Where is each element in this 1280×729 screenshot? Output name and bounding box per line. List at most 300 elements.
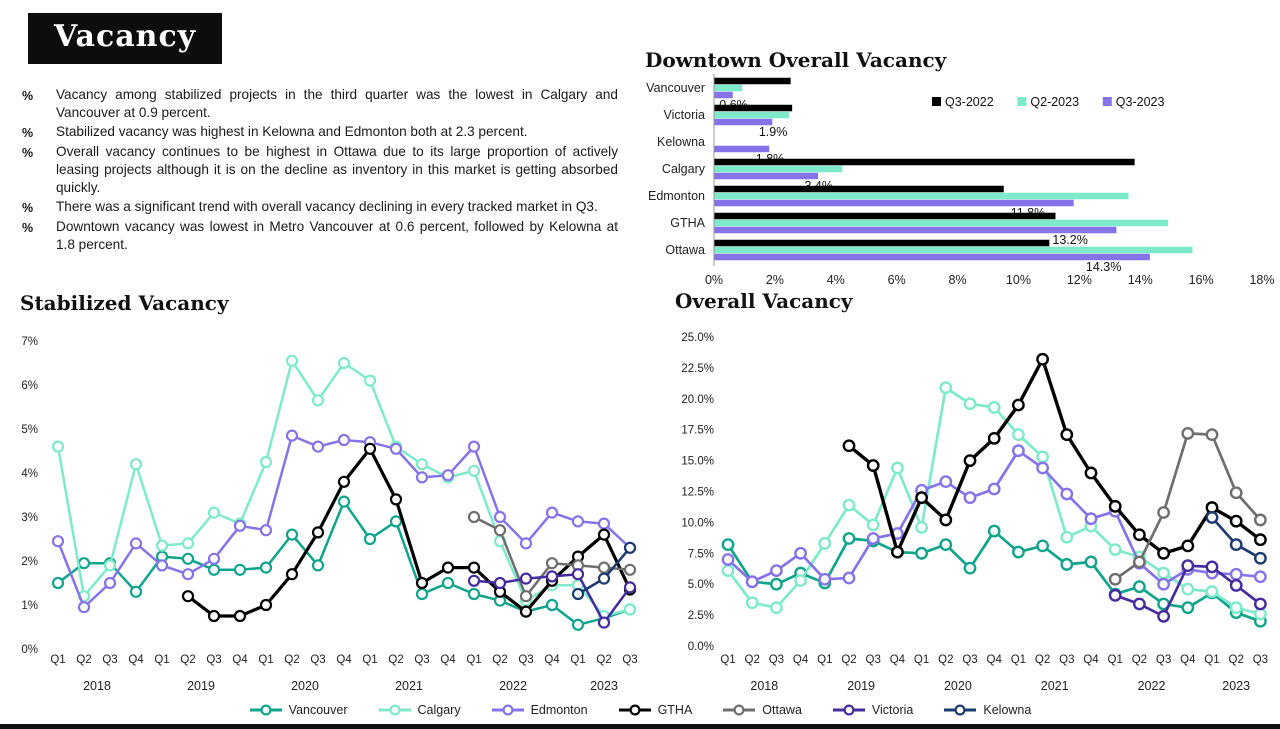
point-ottawa xyxy=(521,591,531,601)
x-axis-tick-label: 12% xyxy=(1066,273,1092,287)
x-axis-quarter-label: Q2 xyxy=(938,654,954,666)
bullet-item xyxy=(22,218,618,254)
point-gtha xyxy=(339,477,349,487)
point-ottawa xyxy=(1255,515,1265,525)
y-axis-tick-label: 10.0% xyxy=(681,517,714,530)
x-axis-quarter-label: Q4 xyxy=(1180,654,1196,666)
point-calgary xyxy=(1110,544,1120,554)
point-gtha xyxy=(1037,354,1047,364)
point-ottawa xyxy=(495,525,505,535)
point-ottawa xyxy=(469,512,479,522)
x-axis-year-label: 2020 xyxy=(291,679,319,693)
point-gtha xyxy=(965,455,975,465)
x-axis-quarter-label: Q3 xyxy=(206,654,222,666)
point-vancouver xyxy=(941,539,951,549)
y-axis-tick-label: 6% xyxy=(21,380,38,392)
x-axis-quarter-label: Q1 xyxy=(466,654,482,666)
legend-label: Vancouver xyxy=(288,703,348,717)
point-gtha xyxy=(521,607,531,617)
point-gtha xyxy=(1183,541,1193,551)
legend-label: Ottawa xyxy=(762,703,802,717)
x-axis-tick-label: 14% xyxy=(1127,273,1153,287)
bullet-text: Vacancy among stabilized projects in the third quarter was the lowest in Calgary and Vancouver at 0.9 percent. xyxy=(56,87,618,120)
point-vancouver xyxy=(844,533,854,543)
y-axis-tick-label: 5.0% xyxy=(687,579,714,592)
x-axis-quarter-label: Q3 xyxy=(1155,654,1172,666)
x-axis-quarter-label: Q4 xyxy=(232,654,248,666)
y-axis-tick-label: 0.0% xyxy=(687,641,714,653)
point-calgary xyxy=(844,500,854,510)
point-edmonton xyxy=(1062,489,1072,499)
point-vancouver xyxy=(1183,602,1193,612)
legend-item-victoria xyxy=(832,703,913,717)
point-edmonton xyxy=(417,472,427,482)
point-victoria xyxy=(599,618,609,628)
x-axis-year-label: 2023 xyxy=(1222,679,1251,693)
point-calgary xyxy=(1013,429,1023,439)
point-vancouver xyxy=(417,589,427,599)
x-axis-tick-label: 6% xyxy=(887,273,906,287)
point-calgary xyxy=(868,520,878,530)
x-axis-quarter-label: Q2 xyxy=(841,654,857,666)
x-axis-quarter-label: Q2 xyxy=(1034,654,1051,666)
x-axis-year-label: 2020 xyxy=(943,679,972,693)
point-vancouver xyxy=(287,530,297,540)
bullet-text: Downtown vacancy was lowest in Metro Vancouver at 0.6 percent, followed by Kelowna at 1.8 percent. xyxy=(56,219,618,252)
point-vancouver xyxy=(365,534,375,544)
point-edmonton xyxy=(771,565,781,575)
y-axis-tick-label: 2% xyxy=(21,556,38,568)
x-axis-year-label: 2019 xyxy=(187,679,215,693)
point-vancouver xyxy=(1134,581,1144,591)
point-calgary xyxy=(795,575,805,585)
point-calgary xyxy=(1183,584,1193,594)
point-edmonton xyxy=(157,560,167,570)
x-axis-quarter-label: Q4 xyxy=(544,654,560,666)
point-gtha xyxy=(1231,516,1241,526)
point-calgary xyxy=(892,463,902,473)
bar-category-label: Kelowna xyxy=(657,135,705,149)
y-axis-tick-label: 12.5% xyxy=(681,486,714,499)
percent-bullet-icon: % xyxy=(22,89,34,103)
point-edmonton xyxy=(521,538,531,548)
legend-line-marker-icon xyxy=(249,704,283,716)
y-axis-tick-label: 5% xyxy=(21,424,38,436)
x-axis-quarter-label: Q3 xyxy=(518,654,534,666)
point-edmonton xyxy=(391,444,401,454)
point-victoria xyxy=(1231,580,1241,590)
point-calgary xyxy=(157,541,167,551)
x-axis-quarter-label: Q2 xyxy=(76,654,92,666)
point-kelowna xyxy=(625,543,635,553)
point-kelowna xyxy=(1255,553,1265,563)
footer-bar xyxy=(0,724,1280,729)
x-axis-tick-label: 8% xyxy=(948,273,967,287)
point-edmonton xyxy=(261,525,271,535)
legend-item-kelowna xyxy=(943,703,1031,717)
point-edmonton xyxy=(573,516,583,526)
point-edmonton xyxy=(820,574,830,584)
point-gtha xyxy=(209,611,219,621)
legend-line-marker-icon xyxy=(943,704,977,716)
point-ottawa xyxy=(1207,429,1217,439)
point-calgary xyxy=(941,382,951,392)
x-axis-tick-label: 16% xyxy=(1188,273,1214,287)
y-axis-tick-label: 3% xyxy=(21,512,38,524)
x-axis-year-label: 2019 xyxy=(847,679,876,693)
point-edmonton xyxy=(547,508,557,518)
point-edmonton xyxy=(1255,572,1265,582)
x-axis-quarter-label: Q4 xyxy=(1083,654,1099,666)
point-kelowna xyxy=(599,574,609,584)
point-calgary xyxy=(989,402,999,412)
bar-calgary-q3-2022 xyxy=(715,159,1135,166)
percent-bullet-icon: % xyxy=(22,201,34,215)
stabilized-chart-title: Stabilized Vacancy xyxy=(20,291,229,315)
point-ottawa xyxy=(547,558,557,568)
point-victoria xyxy=(1134,599,1144,609)
point-vancouver xyxy=(1013,547,1023,557)
point-victoria xyxy=(1255,599,1265,609)
legend-label: Q3-2022 xyxy=(945,95,994,109)
point-calgary xyxy=(1207,586,1217,596)
bullet-item xyxy=(22,123,618,142)
point-edmonton xyxy=(723,554,733,564)
bar-chart-title: Downtown Overall Vacancy xyxy=(645,48,947,72)
point-edmonton xyxy=(235,521,245,531)
point-edmonton xyxy=(495,512,505,522)
bar-ottawa-q2-2023 xyxy=(715,247,1193,254)
bar-value-label: 13.2% xyxy=(1052,233,1088,247)
legend-item-gtha xyxy=(618,703,693,717)
point-vancouver xyxy=(469,589,479,599)
point-vancouver xyxy=(1037,541,1047,551)
bar-gtha-q3-2022 xyxy=(715,213,1056,220)
point-ottawa xyxy=(1231,488,1241,498)
point-edmonton xyxy=(1086,513,1096,523)
page-title: Vacancy xyxy=(28,13,222,64)
point-gtha xyxy=(1158,548,1168,558)
x-axis-quarter-label: Q2 xyxy=(284,654,300,666)
point-edmonton xyxy=(469,442,479,452)
percent-bullet-icon: % xyxy=(22,146,34,160)
point-edmonton xyxy=(209,554,219,564)
line-gtha xyxy=(188,449,630,616)
point-gtha xyxy=(892,547,902,557)
legend-item-vancouver xyxy=(249,703,348,717)
x-axis-year-label: 2023 xyxy=(590,679,618,693)
point-vancouver xyxy=(53,578,63,588)
point-victoria xyxy=(547,571,557,581)
point-edmonton xyxy=(287,431,297,441)
bar-category-label: Calgary xyxy=(661,162,705,176)
point-calgary xyxy=(287,356,297,366)
x-axis-quarter-label: Q3 xyxy=(310,654,326,666)
bar-category-label: Victoria xyxy=(663,108,705,122)
point-calgary xyxy=(53,442,63,452)
point-edmonton xyxy=(105,578,115,588)
legend-label: GTHA xyxy=(657,703,693,717)
x-axis-quarter-label: Q1 xyxy=(913,654,930,666)
point-kelowna xyxy=(1207,512,1217,522)
legend-item-calgary xyxy=(378,703,461,717)
point-edmonton xyxy=(1013,446,1023,456)
y-axis-tick-label: 25.0% xyxy=(681,332,714,344)
x-axis-quarter-label: Q3 xyxy=(962,654,978,666)
point-calgary xyxy=(469,466,479,476)
x-axis-quarter-label: Q1 xyxy=(570,654,586,666)
point-vancouver xyxy=(443,578,453,588)
x-axis-tick-label: 4% xyxy=(826,273,845,287)
x-axis-quarter-label: Q4 xyxy=(792,654,809,666)
x-axis-quarter-label: Q1 xyxy=(50,654,66,666)
bullet-item xyxy=(22,86,618,122)
point-victoria xyxy=(1207,562,1217,572)
point-gtha xyxy=(365,444,375,454)
legend-line-marker-icon xyxy=(491,704,525,716)
point-edmonton xyxy=(599,519,609,529)
x-axis-quarter-label: Q3 xyxy=(768,654,785,666)
point-calgary xyxy=(747,598,757,608)
x-axis-tick-label: 10% xyxy=(1005,273,1031,287)
point-edmonton xyxy=(989,484,999,494)
point-ottawa xyxy=(1183,428,1193,438)
x-axis-quarter-label: Q1 xyxy=(362,654,378,666)
point-kelowna xyxy=(573,589,583,599)
legend-label: Q3-2023 xyxy=(1115,95,1165,109)
point-edmonton xyxy=(339,435,349,445)
point-gtha xyxy=(313,527,323,537)
point-calgary xyxy=(365,376,375,386)
bullet-text: There was a significant trend with overall vacancy declining in every tracked market in Q3. xyxy=(56,199,598,214)
point-ottawa xyxy=(1134,557,1144,567)
point-edmonton xyxy=(868,533,878,543)
point-ottawa xyxy=(625,565,635,575)
point-vancouver xyxy=(235,565,245,575)
point-ottawa xyxy=(1158,507,1168,517)
point-victoria xyxy=(469,576,479,586)
point-gtha xyxy=(417,578,427,588)
downtown-overall-vacancy-bar-chart xyxy=(645,66,1277,292)
point-edmonton xyxy=(79,602,89,612)
point-gtha xyxy=(1255,535,1265,545)
x-axis-quarter-label: Q4 xyxy=(336,654,352,666)
point-edmonton xyxy=(53,536,63,546)
bar-value-label: 1.9% xyxy=(758,125,788,139)
point-ottawa xyxy=(1110,574,1120,584)
point-victoria xyxy=(1183,560,1193,570)
x-axis-quarter-label: Q2 xyxy=(596,654,612,666)
stabilized-vacancy-line-chart xyxy=(0,290,660,702)
bar-victoria-q3-2022 xyxy=(715,105,793,112)
point-vancouver xyxy=(313,560,323,570)
x-axis-quarter-label: Q1 xyxy=(817,654,833,666)
point-gtha xyxy=(1086,468,1096,478)
point-calgary xyxy=(417,459,427,469)
point-gtha xyxy=(287,569,297,579)
point-calgary xyxy=(209,508,219,518)
point-edmonton xyxy=(1231,569,1241,579)
point-edmonton xyxy=(443,470,453,480)
legend-line-marker-icon xyxy=(722,704,756,716)
x-axis-quarter-label: Q2 xyxy=(180,654,196,666)
x-axis-quarter-label: Q4 xyxy=(986,654,1002,666)
y-axis-tick-label: 7.5% xyxy=(687,548,714,561)
bar-value-label: 14.3% xyxy=(1085,260,1122,274)
bullet-item xyxy=(22,143,618,197)
point-calgary xyxy=(723,565,733,575)
point-vancouver xyxy=(771,579,781,589)
point-edmonton xyxy=(1037,463,1047,473)
point-vancouver xyxy=(261,563,271,573)
point-gtha xyxy=(1110,501,1120,511)
point-calgary xyxy=(261,457,271,467)
x-axis-quarter-label: Q1 xyxy=(720,654,736,666)
point-calgary xyxy=(625,604,635,614)
legend-label: Victoria xyxy=(871,703,914,717)
point-gtha xyxy=(941,515,951,525)
point-vancouver xyxy=(989,526,999,536)
x-axis-year-label: 2022 xyxy=(499,679,527,693)
point-calgary xyxy=(1231,602,1241,612)
summary-bullet-list xyxy=(22,86,618,255)
y-axis-tick-label: 4% xyxy=(21,468,38,480)
legend-item-edmonton xyxy=(491,703,588,717)
point-calgary xyxy=(339,358,349,368)
bar-category-label: Ottawa xyxy=(665,243,705,257)
point-kelowna xyxy=(1231,539,1241,549)
x-axis-quarter-label: Q2 xyxy=(744,654,760,666)
x-axis-quarter-label: Q3 xyxy=(865,654,881,666)
line-vancouver xyxy=(728,531,1260,621)
bullet-item xyxy=(22,198,618,217)
point-calgary xyxy=(313,395,323,405)
overall-chart-title: Overall Vacancy xyxy=(675,289,853,313)
legend-label: Q2-2023 xyxy=(1030,95,1080,109)
point-edmonton xyxy=(747,577,757,587)
y-axis-tick-label: 1% xyxy=(21,600,38,612)
series-legend xyxy=(0,703,1280,717)
x-axis-quarter-label: Q1 xyxy=(258,654,274,666)
x-axis-tick-label: 18% xyxy=(1249,273,1275,287)
x-axis-quarter-label: Q1 xyxy=(1107,654,1123,666)
point-vancouver xyxy=(547,600,557,610)
point-victoria xyxy=(521,574,531,584)
x-axis-quarter-label: Q2 xyxy=(1228,654,1244,666)
bar-calgary-q2-2023 xyxy=(715,166,843,173)
legend-item-ottawa xyxy=(722,703,802,717)
x-axis-year-label: 2021 xyxy=(1040,679,1069,693)
point-gtha xyxy=(391,494,401,504)
y-axis-tick-label: 17.5% xyxy=(681,424,714,437)
x-axis-year-label: 2021 xyxy=(395,679,423,693)
point-vancouver xyxy=(209,565,219,575)
point-gtha xyxy=(1013,400,1023,410)
point-calgary xyxy=(771,602,781,612)
bar-category-label: Edmonton xyxy=(648,189,705,203)
point-vancouver xyxy=(339,497,349,507)
point-gtha xyxy=(183,591,193,601)
point-gtha xyxy=(844,441,854,451)
point-calgary xyxy=(1037,452,1047,462)
legend-swatch-q3-2023 xyxy=(1103,97,1112,106)
line-gtha xyxy=(849,359,1260,553)
bar-victoria-q2-2023 xyxy=(715,112,790,119)
overall-vacancy-line-chart xyxy=(660,290,1280,702)
point-gtha xyxy=(1062,429,1072,439)
x-axis-quarter-label: Q2 xyxy=(1131,654,1148,666)
point-gtha xyxy=(599,530,609,540)
point-victoria xyxy=(1110,590,1120,600)
point-vancouver xyxy=(183,554,193,564)
y-axis-tick-label: 15.0% xyxy=(681,455,714,468)
legend-swatch-q2-2023 xyxy=(1017,97,1026,106)
point-gtha xyxy=(868,460,878,470)
point-vancouver xyxy=(391,516,401,526)
bar-gtha-q2-2023 xyxy=(715,220,1169,227)
x-axis-quarter-label: Q3 xyxy=(414,654,430,666)
bar-vancouver-q2-2023 xyxy=(715,85,742,92)
point-vancouver xyxy=(1086,557,1096,567)
point-edmonton xyxy=(844,573,854,583)
x-axis-quarter-label: Q1 xyxy=(1204,654,1220,666)
x-axis-quarter-label: Q3 xyxy=(622,654,638,666)
x-axis-quarter-label: Q1 xyxy=(1010,654,1027,666)
bar-calgary-q3-2023 xyxy=(715,173,819,180)
point-victoria xyxy=(495,578,505,588)
point-edmonton xyxy=(795,548,805,558)
x-axis-year-label: 2018 xyxy=(750,679,779,693)
point-vancouver xyxy=(723,539,733,549)
x-axis-tick-label: 0% xyxy=(704,273,724,287)
y-axis-tick-label: 22.5% xyxy=(681,362,714,375)
x-axis-quarter-label: Q4 xyxy=(889,654,906,666)
bar-ottawa-q3-2023 xyxy=(715,254,1150,261)
point-calgary xyxy=(965,399,975,409)
point-calgary xyxy=(916,522,926,532)
point-vancouver xyxy=(1062,559,1072,569)
y-axis-tick-label: 2.5% xyxy=(687,610,714,623)
percent-bullet-icon: % xyxy=(22,126,34,140)
point-gtha xyxy=(235,611,245,621)
bar-edmonton-q3-2022 xyxy=(715,186,1004,193)
bar-category-label: GTHA xyxy=(670,216,705,230)
legend-line-marker-icon xyxy=(618,704,652,716)
percent-bullet-icon: % xyxy=(22,221,34,235)
point-calgary xyxy=(1158,568,1168,578)
y-axis-tick-label: 7% xyxy=(21,336,38,348)
point-edmonton xyxy=(965,492,975,502)
point-gtha xyxy=(916,492,926,502)
point-calgary xyxy=(131,459,141,469)
legend-line-marker-icon xyxy=(832,704,866,716)
point-calgary xyxy=(105,560,115,570)
point-edmonton xyxy=(1158,579,1168,589)
point-victoria xyxy=(625,582,635,592)
y-axis-tick-label: 0% xyxy=(21,644,38,656)
point-gtha xyxy=(469,563,479,573)
point-gtha xyxy=(1134,530,1144,540)
legend-swatch-q3-2022 xyxy=(932,97,941,106)
point-vancouver xyxy=(79,558,89,568)
x-axis-quarter-label: Q2 xyxy=(492,654,508,666)
x-axis-quarter-label: Q3 xyxy=(102,654,118,666)
bar-category-label: Vancouver xyxy=(646,81,705,95)
point-gtha xyxy=(443,563,453,573)
point-vancouver xyxy=(573,620,583,630)
x-axis-tick-label: 2% xyxy=(765,273,784,287)
point-edmonton xyxy=(941,476,951,486)
